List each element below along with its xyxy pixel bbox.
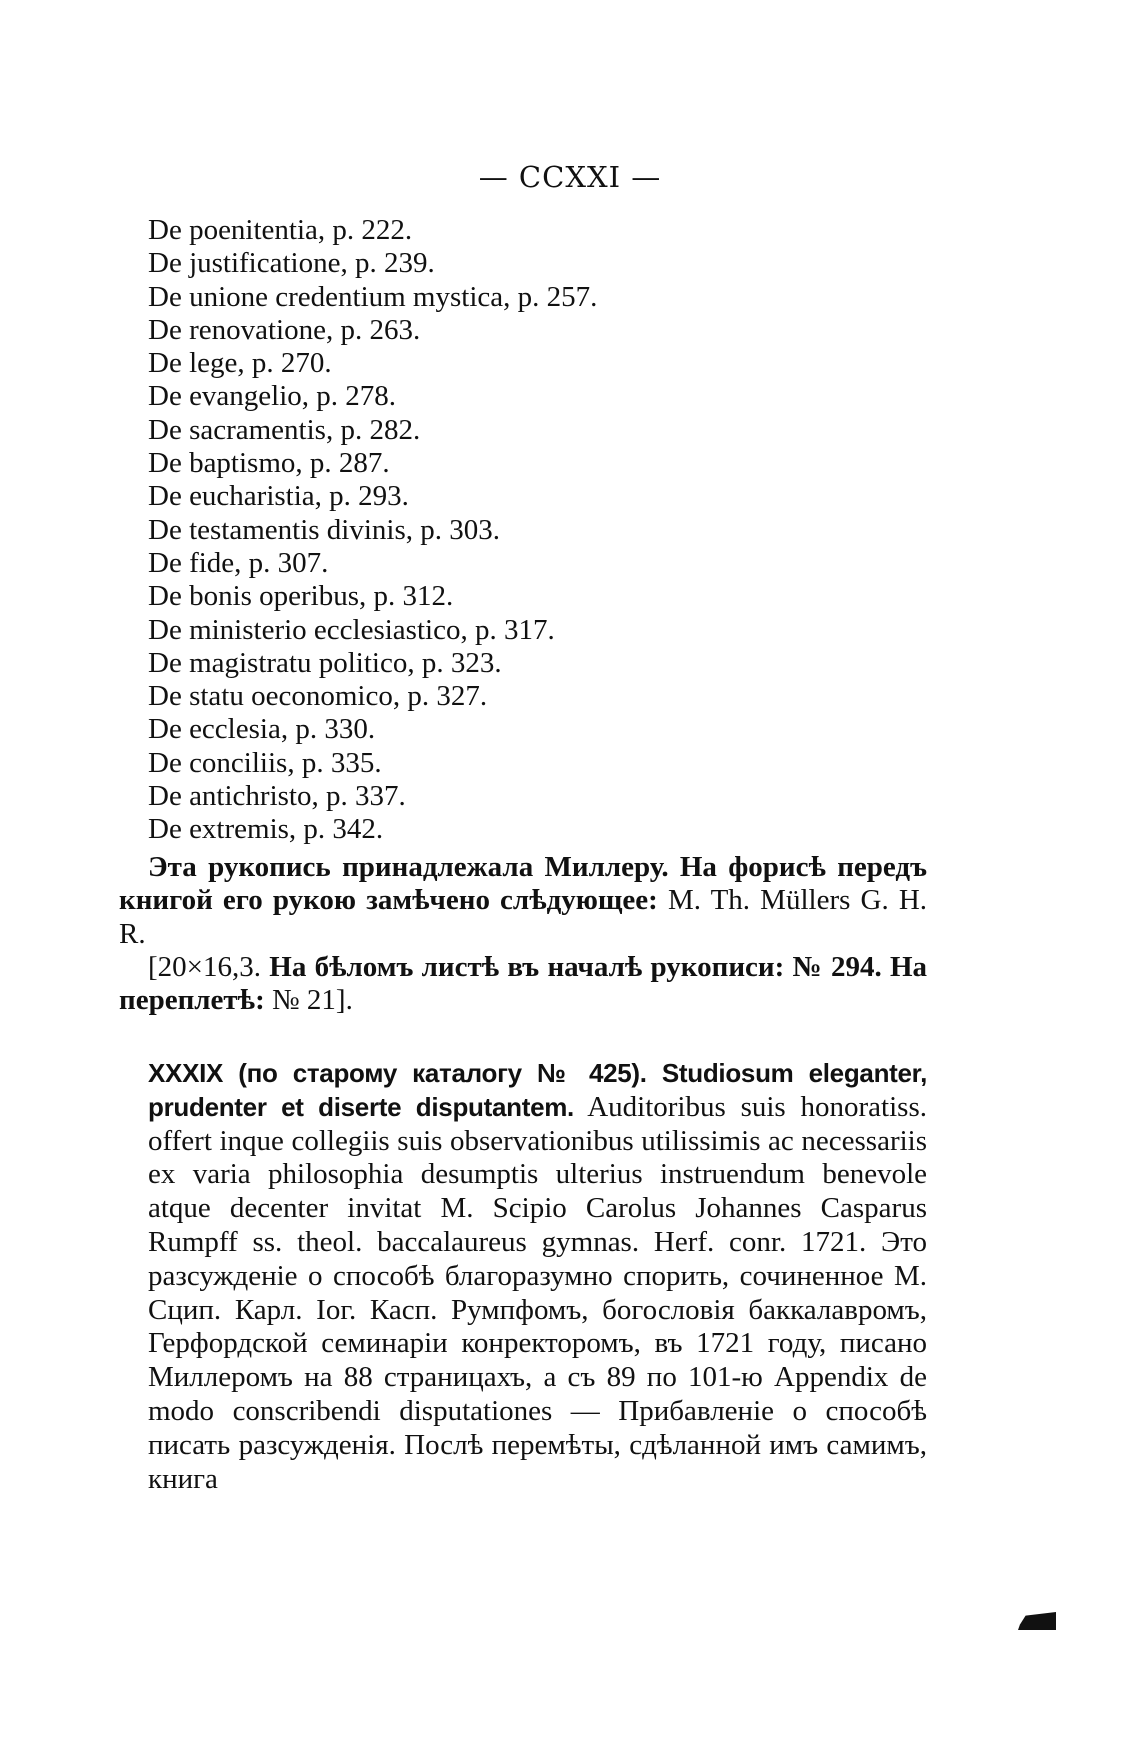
table-of-contents bbox=[148, 214, 948, 847]
toc-entry: De fide, p. 307. bbox=[148, 546, 329, 579]
manuscript-size: [20×16,3. bbox=[148, 950, 262, 983]
toc-entry: De statu oeconomico, p. 327. bbox=[148, 680, 488, 713]
toc-entry: De magistratu politico, p. 323. bbox=[148, 646, 502, 679]
binding-note: На переплетѣ: bbox=[119, 950, 928, 1017]
catalog-entry-xxxix bbox=[148, 1057, 927, 1496]
ownership-signature: M. Th. Müllers G. H. R. bbox=[119, 884, 928, 950]
toc-entry: De antichristo, p. 337. bbox=[148, 780, 406, 813]
entry-heading: XXXIX (по старому каталогу № 425). Studiosum eleganter, prudenter et diserte disputantem. bbox=[148, 1058, 927, 1122]
toc-entry: De lege, p. 270. bbox=[148, 347, 332, 380]
toc-entry: De justificatione, p. 239. bbox=[148, 247, 435, 280]
first-leaf-number: № 294. bbox=[792, 950, 882, 983]
ownership-paragraph bbox=[119, 851, 927, 951]
entry-body: Auditoribus suis honoratiss. offert inque collegiis suis observationibus utilissimis ac necessariis ex varia philosophia desumptis ulterius instruendum benevole atque decenter invitat M. Scipio Carolus Johannes Casparus Rumpff ss. theol. baccalaureus gymnas. Herf. conr. 1721. Это разсужденіе о способѣ благоразумно спорить, сочиненное М. Сцип. Карл. Іог. Касп. Румпфомъ, богословія баккалавромъ, Герфордской семинаріи конректоромъ, въ 1721 году, писано Миллеромъ на 88 страницахъ, а съ 89 по 101-ю Appendix de modo conscribendi disputationes — Прибавленіе о способѣ писать разсужденія. Послѣ перемѣты, сдѣланной имъ самимъ, книга bbox=[148, 1090, 927, 1495]
toc-entry: De baptismo, p. 287. bbox=[148, 447, 390, 480]
toc-entry: De renovatione, p. 263. bbox=[148, 313, 421, 346]
toc-entry: De testamentis divinis, p. 303. bbox=[148, 513, 500, 546]
ink-smudge bbox=[1018, 1612, 1056, 1630]
toc-entry: De ministerio ecclesiastico, p. 317. bbox=[148, 613, 555, 646]
toc-entry: De conciliis, p. 335. bbox=[148, 746, 382, 779]
toc-entry: De extremis, p. 342. bbox=[148, 813, 384, 846]
page-number: — CCXXI — bbox=[478, 160, 662, 194]
ownership-text: Эта рукопись принадлежала Миллеру. На форисѣ передъ книгой его рукою замѣчено слѣдующее: bbox=[119, 851, 927, 917]
toc-entry: De eucharistia, p. 293. bbox=[148, 480, 409, 513]
toc-entry: De poenitentia, p. 222. bbox=[148, 214, 413, 246]
toc-entry: De unione credentium mystica, p. 257. bbox=[148, 280, 598, 313]
first-leaf-note: На бѣломъ листѣ въ началѣ рукописи: bbox=[269, 950, 785, 983]
toc-entry: De bonis operibus, p. 312. bbox=[148, 580, 454, 613]
binding-number: № 21]. bbox=[272, 984, 353, 1017]
toc-entry: De sacramentis, p. 282. bbox=[148, 413, 421, 446]
provenance-note bbox=[119, 851, 927, 1017]
toc-entry: De ecclesia, p. 330. bbox=[148, 713, 376, 746]
toc-entry: De evangelio, p. 278. bbox=[148, 380, 397, 413]
dimensions-paragraph bbox=[119, 951, 927, 1018]
